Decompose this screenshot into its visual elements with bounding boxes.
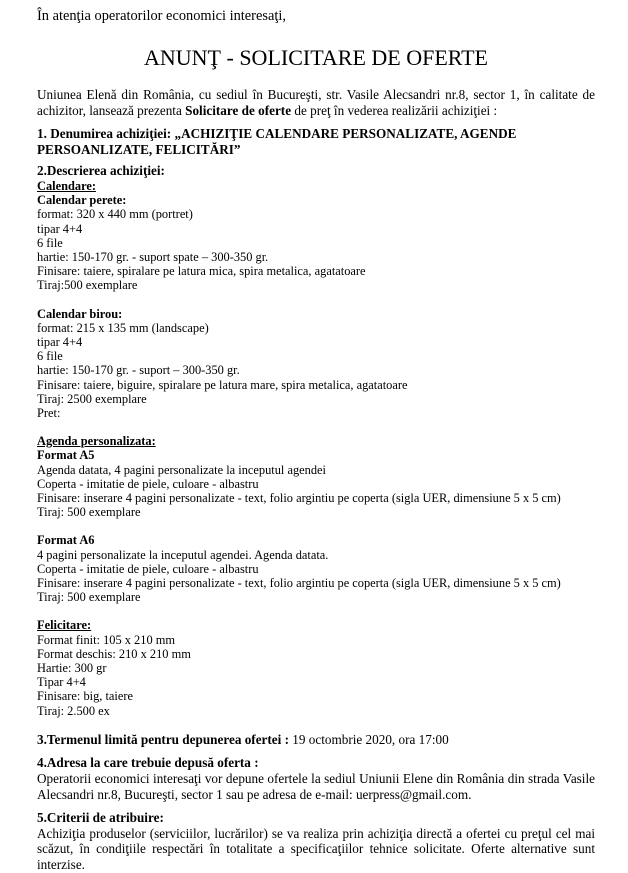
felicitare-line: Tiraj: 2.500 ex bbox=[37, 703, 110, 718]
calendar-perete-line: Finisare: taiere, spiralare pe latura mica, spira metalica, agatatoare bbox=[37, 264, 366, 279]
calendar-birou-block bbox=[37, 307, 595, 421]
felicitare-line: Finisare: big, taiere bbox=[37, 689, 133, 704]
format-a5-line: Agenda datata, 4 pagini personalizate la inceputul agendei bbox=[37, 462, 326, 477]
calendar-birou-line: Tiraj: 2500 exemplare bbox=[37, 391, 147, 406]
felicitare-line: Format finit: 105 x 210 mm bbox=[37, 632, 176, 647]
intro-paragraph-pre: Uniunea Elenă din România, cu sediul în Bucureşti, str. Vasile Alecsandri nr.8, sector 1, în calitate de achizitor, lansează prezenta bbox=[37, 87, 595, 118]
format-a6-line: Coperta - imitatie de piele, culoare - albastru bbox=[37, 561, 259, 576]
calendar-birou-line: format: 215 x 135 mm (landscape) bbox=[37, 320, 209, 335]
calendar-perete-line: format: 320 x 440 mm (portret) bbox=[37, 207, 193, 222]
format-a5-line: Tiraj: 500 exemplare bbox=[37, 505, 141, 520]
section-3-label: 3.Termenul limită pentru depunerea ofertei : bbox=[37, 731, 293, 747]
intro-paragraph-post: de preţ în vederea realizării achiziţiei : bbox=[291, 102, 498, 118]
format-a6-line: Tiraj: 500 exemplare bbox=[37, 590, 141, 605]
format-a6-line: 4 pagini personalizate la inceputul agendei. Agenda datata. bbox=[37, 547, 329, 562]
section-1-value: „ACHIZIŢIE CALENDARE PERSONALIZATE, AGENDE PERSOANLIZATE, FELICITĂRI” bbox=[37, 126, 517, 157]
section-2-label: 2.Descrierea achiziţiei: bbox=[37, 163, 165, 179]
felicitare-line: Hartie: 300 gr bbox=[37, 661, 107, 676]
calendar-birou-line: 6 file bbox=[37, 349, 63, 364]
section-1 bbox=[37, 126, 595, 157]
intro-line: În atenţia operatorilor economici interesaţi, bbox=[37, 8, 286, 24]
calendar-perete-line: tipar 4+4 bbox=[37, 221, 83, 236]
calendar-birou-line: Finisare: taiere, biguire, spiralare pe latura mare, spira metalica, agatatoare bbox=[37, 377, 408, 392]
felicitare-line: Tipar 4+4 bbox=[37, 675, 86, 690]
document-title: ANUNŢ - SOLICITARE DE OFERTE bbox=[144, 45, 488, 70]
format-a5-line: Coperta - imitatie de piele, culoare - albastru bbox=[37, 476, 259, 491]
format-a5-heading: Format A5 bbox=[37, 448, 95, 463]
section-3-value: 19 octombrie 2020, ora 17:00 bbox=[292, 731, 449, 747]
agenda-label: Agenda personalizata: bbox=[37, 434, 156, 449]
section-5-text: Achiziţia produselor (serviciilor, lucrărilor) se va realiza prin achiziţia directă a ofertei cu preţul cel mai scăzut, în condiţiile respectări în totalitate a specificaţiilor tehnice solicitate. Oferte alternative sunt interzise. bbox=[37, 825, 595, 873]
section-3 bbox=[37, 732, 595, 748]
calendar-birou-line: hartie: 150-170 gr. - suport – 300-350 gr. bbox=[37, 363, 240, 378]
felicitare-block bbox=[37, 618, 595, 717]
felicitare-line: Format deschis: 210 x 210 mm bbox=[37, 646, 191, 661]
section-4-label: 4.Adresa la care trebuie depusă oferta : bbox=[37, 755, 259, 771]
calendare-label: Calendare: bbox=[37, 178, 96, 193]
format-a6-line: Finisare: inserare 4 pagini personalizate - text, folio argintiu pe coperta (sigla UER, dimensiune 5 x 5 cm) bbox=[37, 576, 561, 591]
calendar-birou-line: Pret: bbox=[37, 406, 61, 421]
calendar-birou-line: tipar 4+4 bbox=[37, 335, 83, 349]
section-1-label: 1. Denumirea achiziţiei: bbox=[37, 126, 175, 142]
calendar-perete-line: Tiraj:500 exemplare bbox=[37, 278, 138, 293]
format-a5-line: Finisare: inserare 4 pagini personalizate - text, folio argintiu pe coperta (sigla UER, dimensiune 5 x 5 cm) bbox=[37, 491, 561, 506]
agenda-block bbox=[37, 434, 595, 519]
calendare-block bbox=[37, 179, 595, 293]
calendar-perete-heading: Calendar perete: bbox=[37, 193, 127, 208]
calendar-birou-heading: Calendar birou: bbox=[37, 306, 123, 321]
format-a6-heading: Format A6 bbox=[37, 533, 95, 548]
calendar-perete-line: hartie: 150-170 gr. - suport spate – 300-350 gr. bbox=[37, 249, 269, 264]
section-5-label: 5.Criterii de atribuire: bbox=[37, 810, 164, 826]
intro-paragraph bbox=[37, 87, 595, 118]
format-a6-block bbox=[37, 533, 595, 604]
intro-paragraph-bold: Solicitare de oferte bbox=[185, 102, 292, 118]
felicitare-label: Felicitare: bbox=[37, 618, 92, 633]
section-4-text: Operatorii economici interesaţi vor depune ofertele la sediul Uniunii Elene din România din strada Vasile Alecsandri nr.8, Bucureşti, sector 1 sau pe adresa de e-mail: uerpress@gmail.com. bbox=[37, 771, 595, 802]
calendar-perete-line: 6 file bbox=[37, 235, 63, 250]
document-page bbox=[37, 8, 595, 873]
